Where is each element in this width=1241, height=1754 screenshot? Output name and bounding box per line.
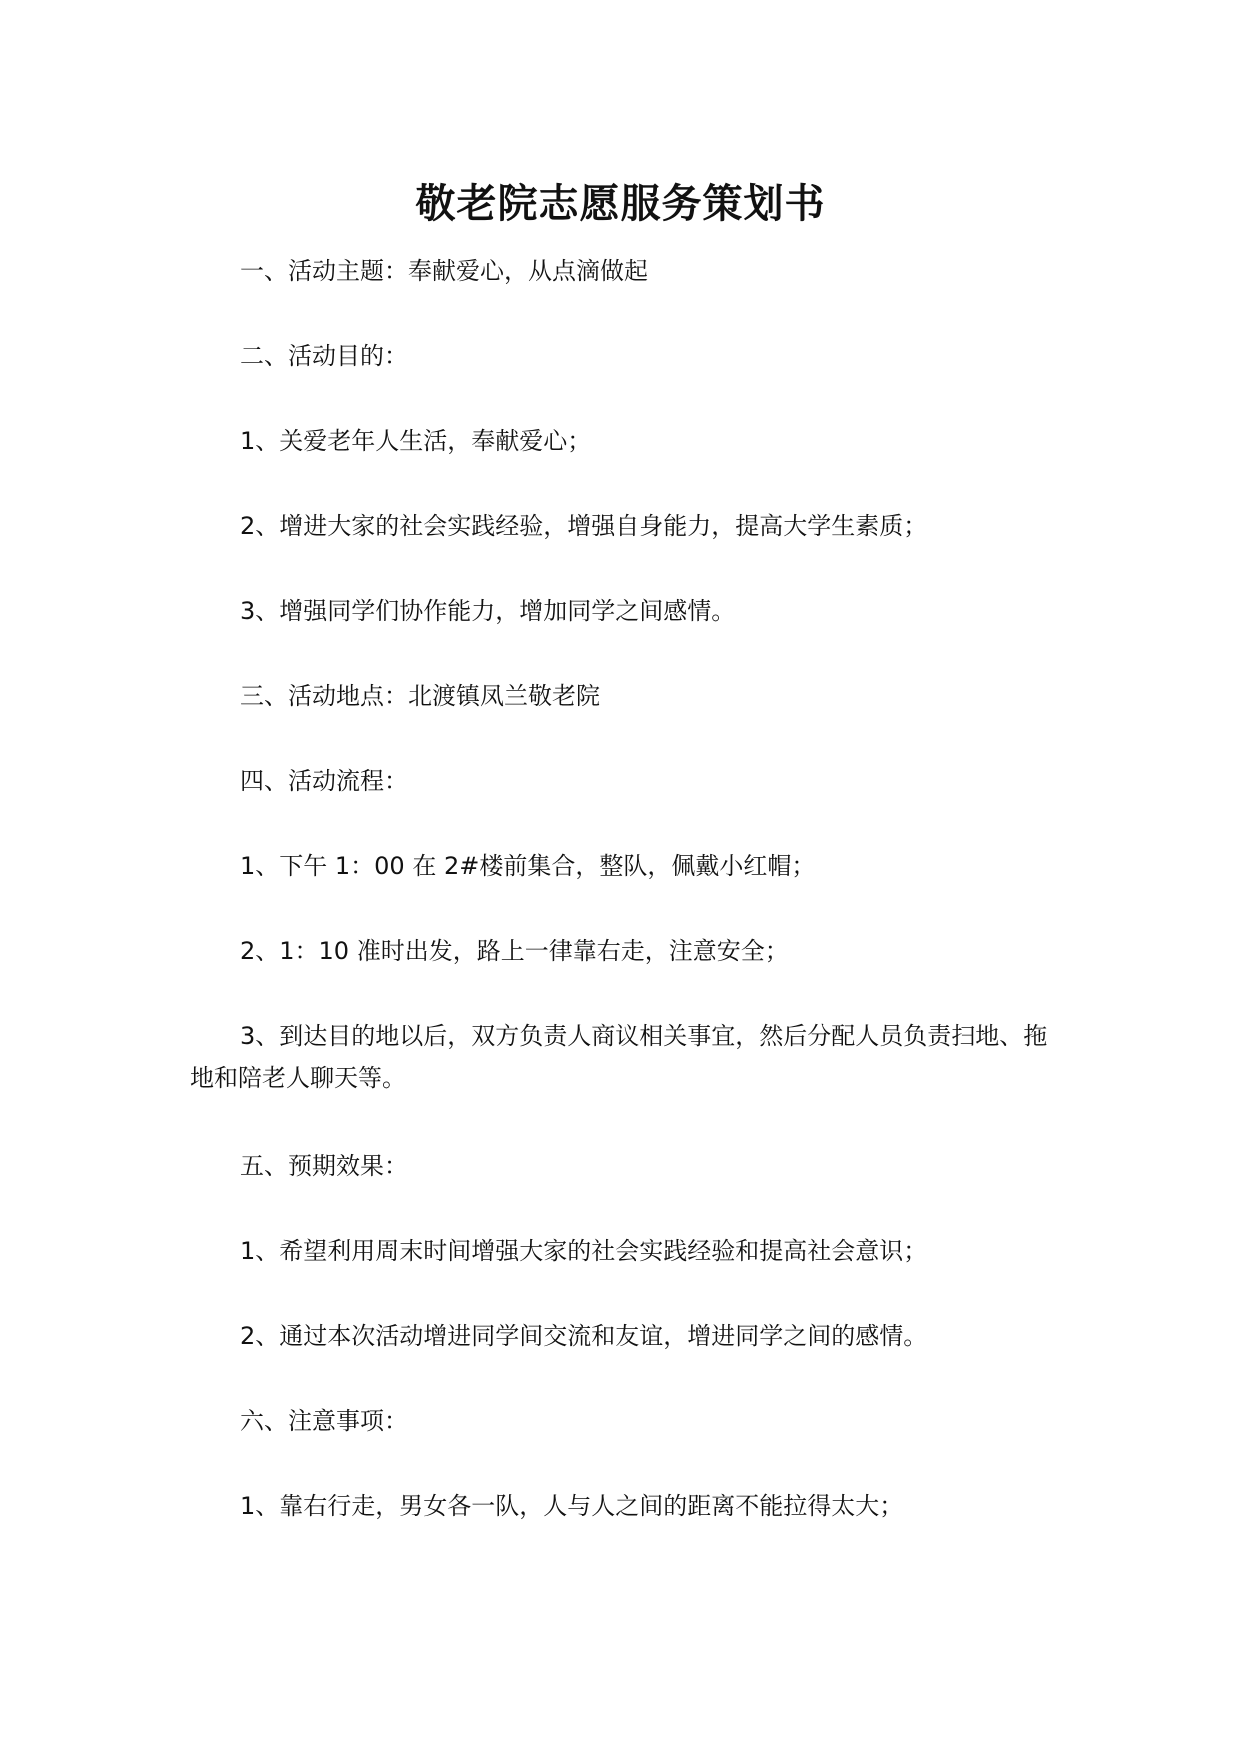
section-notes-heading: 六、注意事项： (240, 1407, 408, 1435)
purpose-item-1: 1、关爱老年人生活，奉献爱心； (240, 427, 592, 455)
section-location: 三、活动地点：北渡镇凤兰敬老院 (240, 682, 600, 710)
section-process-heading: 四、活动流程： (240, 767, 408, 795)
purpose-item-3: 3、增强同学们协作能力，增加同学之间感情。 (240, 597, 736, 625)
process-item-3: 3、到达目的地以后，双方负责人商议相关事宜，然后分配人员负责扫地、拖地和陪老人聊天等。 (190, 1022, 1048, 1092)
notes-item-1: 1、靠右行走，男女各一队，人与人之间的距离不能拉得太大； (240, 1492, 904, 1520)
document-title: 敬老院志愿服务策划书 (415, 181, 826, 227)
purpose-item-2: 2、增进大家的社会实践经验，增强自身能力，提高大学生素质； (240, 512, 928, 540)
effect-item-1: 1、希望利用周末时间增强大家的社会实践经验和提高社会意识； (240, 1237, 928, 1265)
section-effect-heading: 五、预期效果： (240, 1152, 408, 1180)
section-purpose-heading: 二、活动目的： (240, 342, 408, 370)
process-item-2: 2、1：10 准时出发，路上一律靠右走，注意安全； (240, 937, 789, 965)
effect-item-2: 2、通过本次活动增进同学间交流和友谊，增进同学之间的感情。 (240, 1322, 928, 1350)
section-theme: 一、活动主题：奉献爱心，从点滴做起 (240, 257, 648, 285)
process-item-1: 1、下午 1：00 在 2#楼前集合，整队，佩戴小红帽； (240, 852, 816, 880)
